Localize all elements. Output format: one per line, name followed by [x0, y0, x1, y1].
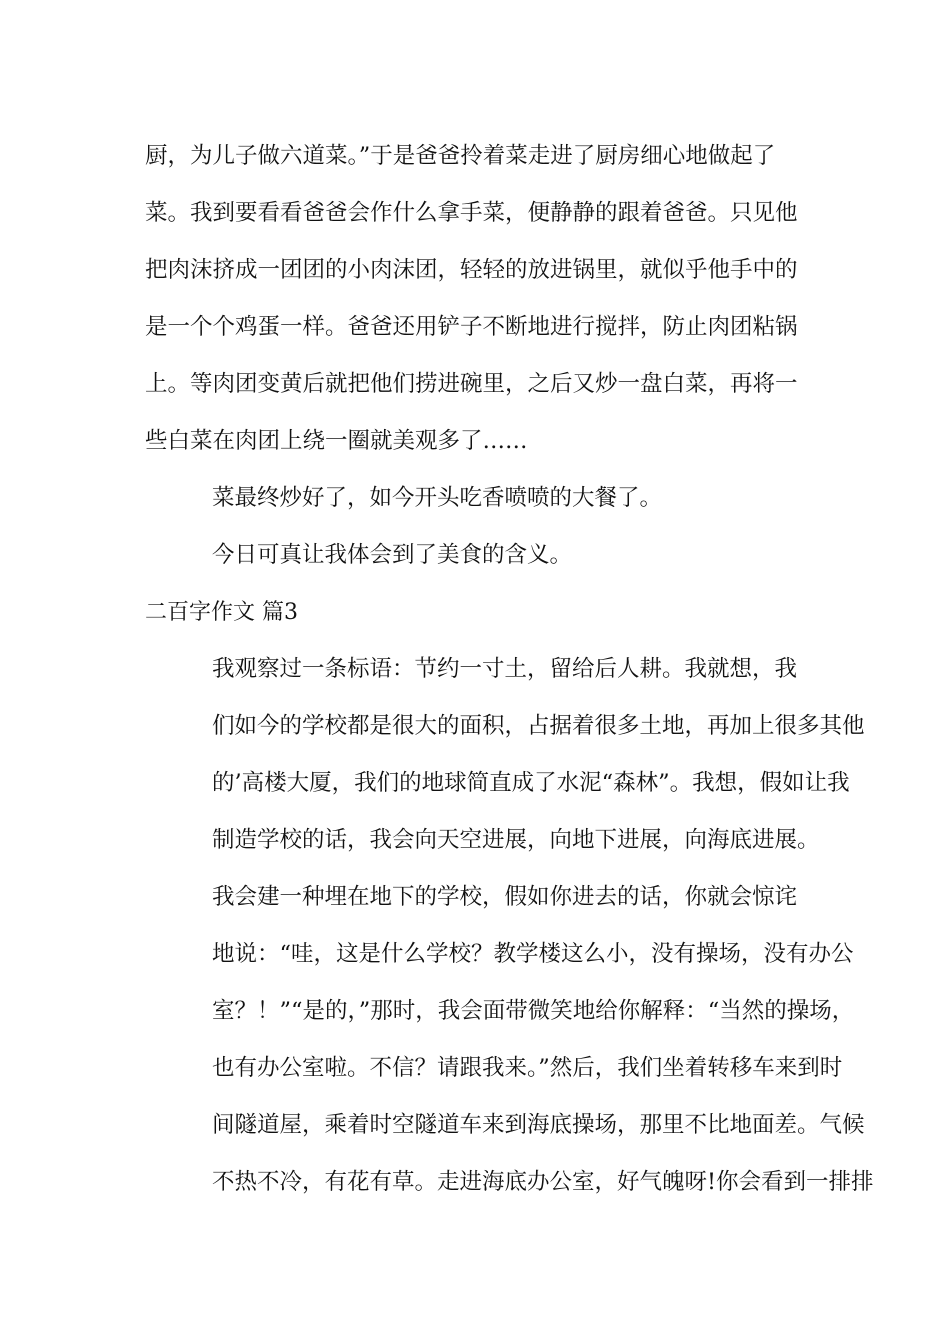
text-line: 也有办公室啦。不信？请跟我来。”然后，我们坐着转移车来到时 [212, 1055, 843, 1081]
text-line: 我会建一种埋在地下的学校，假如你进去的话，你就会惊诧 [212, 884, 798, 910]
text-line: 菜。我到要看看爸爸会作什么拿手菜，便静静的跟着爸爸。只见他 [145, 200, 798, 226]
paragraph [145, 470, 807, 527]
text-line: 二百字作文 篇3 [145, 600, 298, 625]
text-line: 地说：“哇，这是什么学校？教学楼这么小，没有操场，没有办公 [212, 941, 854, 967]
paragraph [145, 128, 807, 470]
document-body [145, 128, 874, 1211]
paragraph [145, 869, 874, 1211]
paragraph [145, 641, 865, 869]
text-line: 菜最终炒好了，如今开头吃香喷喷的大餐了。 [212, 485, 663, 511]
text-line: 今日可真让我体会到了美食的含义。 [212, 542, 573, 568]
text-line: 把肉沫挤成一团团的小肉沫团，轻轻的放进锅里，就似乎他手中的 [145, 257, 798, 283]
text-line: 间隧道屋，乘着时空隧道车来到海底操场，那里不比地面差。气候 [212, 1112, 865, 1138]
text-line: 我观察过一条标语：节约一寸土，留给后人耕。我就想，我 [212, 656, 798, 682]
section-heading [145, 584, 807, 641]
text-line: 的’高楼大厦，我们的地球简直成了水泥“森林”。我想，假如让我 [212, 770, 850, 796]
paragraph [145, 527, 807, 584]
text-line: 厨，为儿子做六道菜。”于是爸爸拎着菜走进了厨房细心地做起了 [145, 143, 776, 169]
text-line: 室？！”“是的，”那时，我会面带微笑地给你解释：“当然的操场， [212, 998, 855, 1024]
text-line: 是一个个鸡蛋一样。爸爸还用铲子不断地进行搅拌，防止肉团粘锅 [145, 314, 798, 340]
text-line: 上。等肉团变黄后就把他们捞进碗里，之后又炒一盘白菜，再将一 [145, 371, 798, 397]
text-line: 制造学校的话，我会向天空进展，向地下进展，向海底进展。 [212, 827, 820, 853]
text-line: 们如今的学校都是很大的面积，占据着很多土地，再加上很多其他 [212, 713, 865, 739]
text-line: 不热不冷，有花有草。走进海底办公室，好气魄呀!你会看到一排排 [212, 1169, 874, 1195]
text-line: 些白菜在肉团上绕一圈就美观多了…… [145, 428, 528, 454]
